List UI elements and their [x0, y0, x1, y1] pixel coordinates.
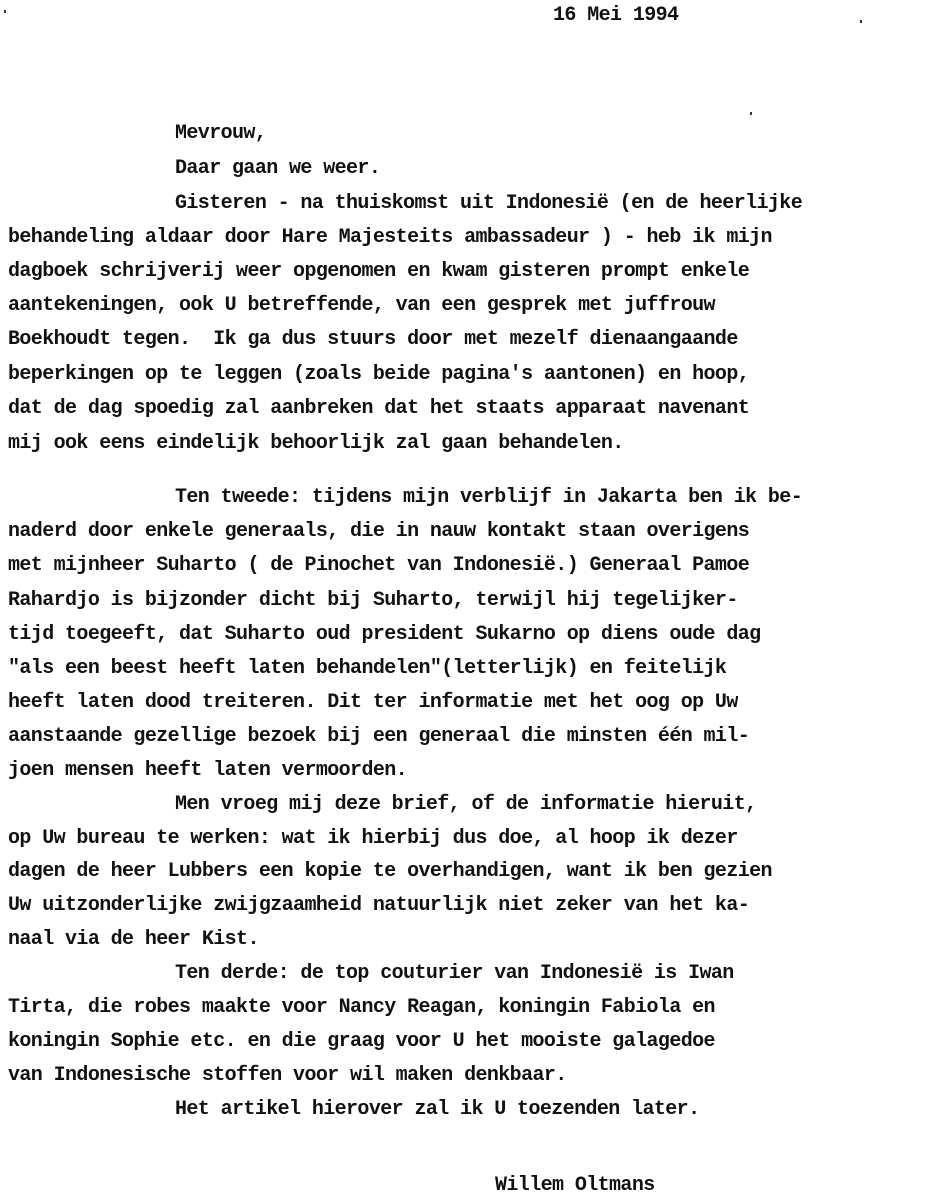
- letter-line: Rahardjo is bijzonder dicht bij Suharto, terwijl hij tegelijker-: [8, 589, 738, 612]
- letter-line: tijd toegeeft, dat Suharto oud president Sukarno op diens oude dag: [8, 623, 761, 646]
- signature: Willem Oltmans: [495, 1174, 655, 1197]
- letter-line: Ten derde: de top couturier van Indonesië is Iwan: [175, 962, 734, 985]
- opening-line: Daar gaan we weer.: [175, 157, 381, 180]
- letter-line: Men vroeg mij deze brief, of de informatie hieruit,: [175, 793, 757, 816]
- letter-line: behandeling aldaar door Hare Majesteits ambassadeur ) - heb ik mijn: [8, 226, 772, 249]
- letter-line: dat de dag spoedig zal aanbreken dat het staats apparaat navenant: [8, 397, 750, 420]
- letter-line: naderd door enkele generaals, die in nauw kontakt staan overigens: [8, 520, 750, 543]
- letter-line: Het artikel hierover zal ik U toezenden later.: [175, 1098, 700, 1121]
- letter-line: Gisteren - na thuiskomst uit Indonesië (en de heerlijke: [175, 192, 803, 215]
- salutation: Mevrouw,: [175, 122, 267, 145]
- letter-line: joen mensen heeft laten vermoorden.: [8, 759, 408, 782]
- scan-speck: [4, 10, 6, 13]
- scan-speck: [860, 20, 862, 23]
- letter-line: Uw uitzonderlijke zwijgzaamheid natuurlijk niet zeker van het ka-: [8, 894, 750, 917]
- letter-line: van Indonesische stoffen voor wil maken denkbaar.: [8, 1064, 567, 1087]
- letter-line: mij ook eens eindelijk behoorlijk zal gaan behandelen.: [8, 432, 624, 455]
- letter-line: met mijnheer Suharto ( de Pinochet van Indonesië.) Generaal Pamoe: [8, 554, 750, 577]
- letter-line: aantekeningen, ook U betreffende, van een gesprek met juffrouw: [8, 294, 715, 317]
- letter-line: Tirta, die robes maakte voor Nancy Reagan, koningin Fabiola en: [8, 996, 715, 1019]
- letter-line: dagen de heer Lubbers een kopie te overhandigen, want ik ben gezien: [8, 860, 772, 883]
- letter-line: op Uw bureau te werken: wat ik hierbij dus doe, al hoop ik dezer: [8, 827, 738, 850]
- letter-line: beperkingen op te leggen (zoals beide pagina's aantonen) en hoop,: [8, 363, 750, 386]
- letter-line: dagboek schrijverij weer opgenomen en kwam gisteren prompt enkele: [8, 260, 750, 283]
- scan-speck: [750, 112, 752, 115]
- letter-line: aanstaande gezellige bezoek bij een generaal die minsten één mil-: [8, 725, 750, 748]
- letter-line: heeft laten dood treiteren. Dit ter informatie met het oog op Uw: [8, 691, 738, 714]
- letter-date: 16 Mei 1994: [553, 4, 679, 27]
- letter-line: Ten tweede: tijdens mijn verblijf in Jakarta ben ik be-: [175, 486, 803, 509]
- letter-line: koningin Sophie etc. en die graag voor U het mooiste galagedoe: [8, 1030, 715, 1053]
- letter-line: Boekhoudt tegen. Ik ga dus stuurs door met mezelf dienaangaande: [8, 328, 738, 351]
- letter-line: naal via de heer Kist.: [8, 928, 259, 951]
- letter-line: "als een beest heeft laten behandelen"(letterlijk) en feitelijk: [8, 657, 727, 680]
